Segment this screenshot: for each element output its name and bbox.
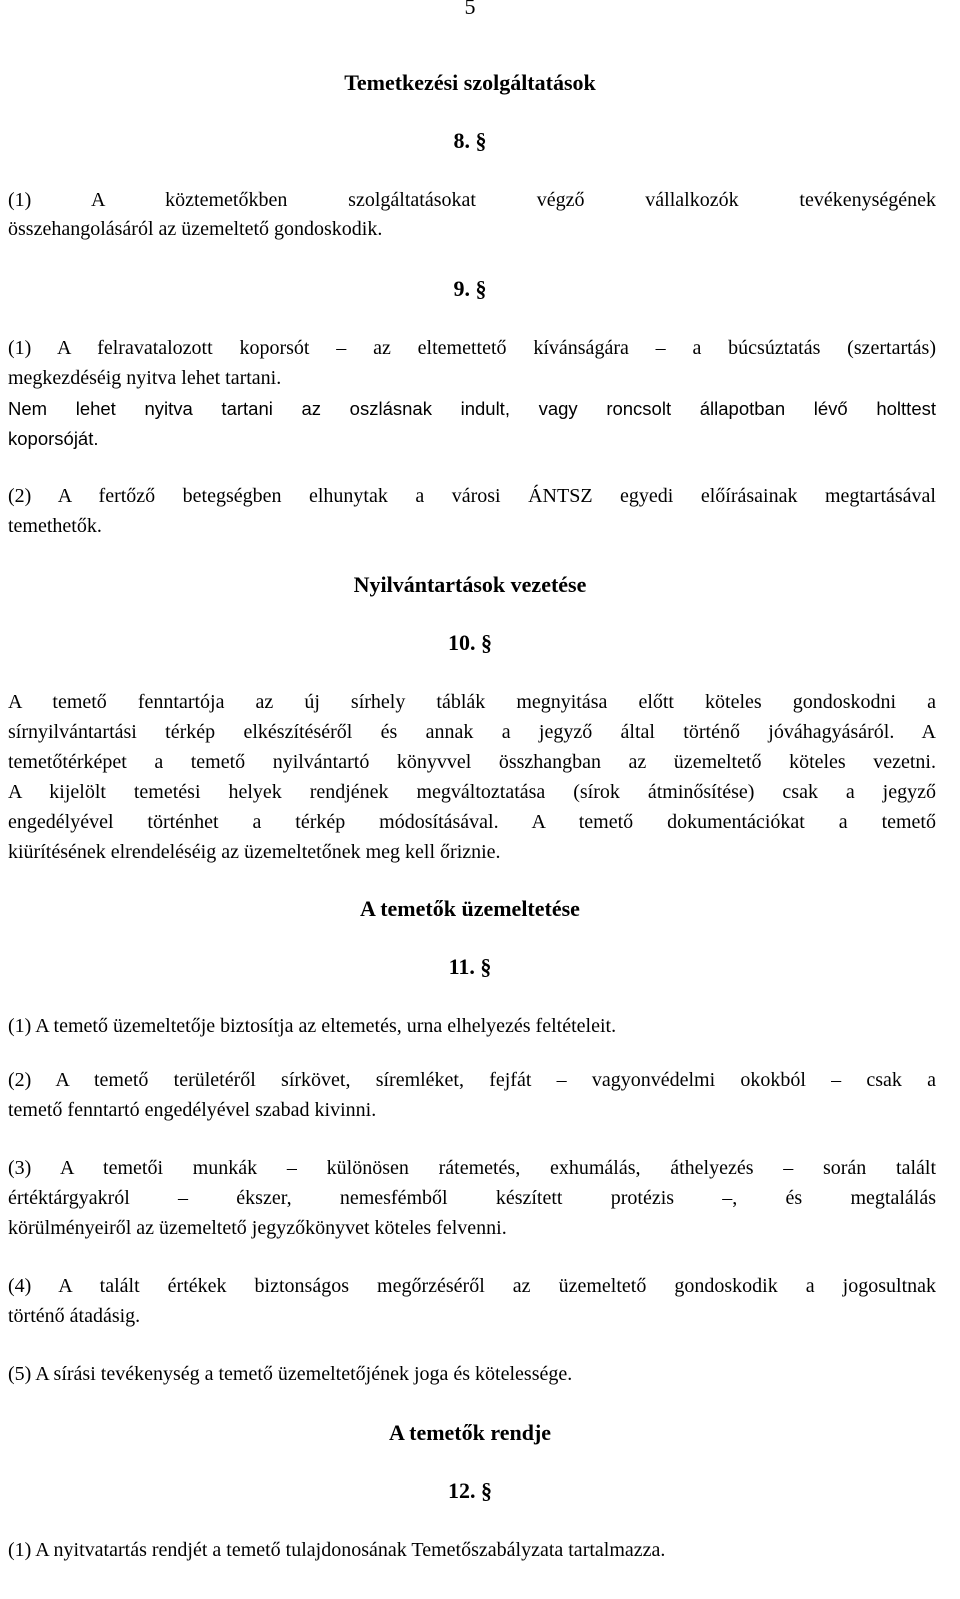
text-line: temetőtérképet a temető nyilvántartó könyvvel összhangban az üzemeltető köteles vezetni. bbox=[8, 751, 936, 773]
text-line: temethetők. bbox=[8, 515, 102, 537]
text-line: összehangolásáról az üzemeltető gondoskodik. bbox=[8, 218, 383, 240]
text-line: temető fenntartó engedélyével szabad kivinni. bbox=[8, 1099, 377, 1121]
text-line: (1) A temető üzemeltetője biztosítja az eltemetés, urna elhelyezés feltételeit. bbox=[8, 1015, 617, 1037]
text-line: körülményeiről az üzemeltető jegyzőkönyvet köteles felvenni. bbox=[8, 1217, 507, 1239]
text-line: (1) A nyitvatartás rendjét a temető tulajdonosának Temetőszabályzata tartalmazza. bbox=[8, 1539, 666, 1561]
text-line: kiürítésének elrendeléséig az üzemeltetőnek meg kell őriznie. bbox=[8, 841, 501, 863]
text-line: értéktárgyakról – ékszer, nemesfémből készített protézis –, és megtalálás bbox=[8, 1187, 936, 1209]
text-line: (2) A fertőző betegségben elhunytak a városi ÁNTSZ egyedi előírásainak megtartásával bbox=[8, 485, 936, 507]
text-line: (1) A köztemetőkben szolgáltatásokat végző vállalkozók tevékenységének bbox=[8, 189, 936, 211]
paragraph-heading-9: 9. § bbox=[453, 276, 487, 301]
text-line: A temető fenntartója az új sírhely táblák megnyitása előtt köteles gondoskodni a bbox=[8, 691, 936, 713]
paragraph-heading-11: 11. § bbox=[448, 954, 492, 979]
text-line: megkezdéséig nyitva lehet tartani. bbox=[8, 367, 282, 389]
section-title-nyilvantartasok: Nyilvántartások vezetése bbox=[353, 572, 587, 597]
page-number: 5 bbox=[464, 0, 476, 19]
text-line: (1) A felravatalozott koporsót – az eltemettető kívánságára – a búcsúztatás (szertartás) bbox=[8, 337, 936, 359]
text-line: (4) A talált értékek biztonságos megőrzéséről az üzemeltető gondoskodik a jogosultnak bbox=[8, 1275, 936, 1297]
text-line: (2) A temető területéről sírkövet, síremléket, fejfát – vagyonvédelmi okokból – csak a bbox=[8, 1069, 936, 1091]
text-line: Nem lehet nyitva tartani az oszlásnak indult, vagy roncsolt állapotban lévő holttest bbox=[8, 398, 936, 419]
section-title-temetkezesi-szolgaltatasok: Temetkezési szolgáltatások bbox=[344, 70, 596, 95]
text-line: (5) A sírási tevékenység a temető üzemeltetőjének joga és kötelessége. bbox=[8, 1363, 573, 1385]
paragraph-heading-10: 10. § bbox=[448, 630, 492, 655]
text-line: koporsóját. bbox=[8, 428, 99, 449]
text-line: történő átadásig. bbox=[8, 1305, 141, 1327]
text-line: (3) A temetői munkák – különösen rátemetés, exhumálás, áthelyezés – során talált bbox=[8, 1157, 936, 1179]
section-title-temetok-rendje: A temetők rendje bbox=[388, 1420, 552, 1445]
text-line: sírnyilvántartási térkép elkészítéséről és annak a jegyző által történő jóváhagyásáról. A bbox=[8, 721, 936, 743]
section-title-temetok-uzemeltetese: A temetők üzemeltetése bbox=[360, 896, 580, 921]
text-line: A kijelölt temetési helyek rendjének megváltoztatása (sírok átminősítése) csak a jegyző bbox=[8, 781, 936, 803]
paragraph-heading-12: 12. § bbox=[448, 1478, 492, 1503]
paragraph-heading-8: 8. § bbox=[453, 128, 487, 153]
text-line: engedélyével történhet a térkép módosításával. A temető dokumentációkat a temető bbox=[8, 811, 936, 833]
